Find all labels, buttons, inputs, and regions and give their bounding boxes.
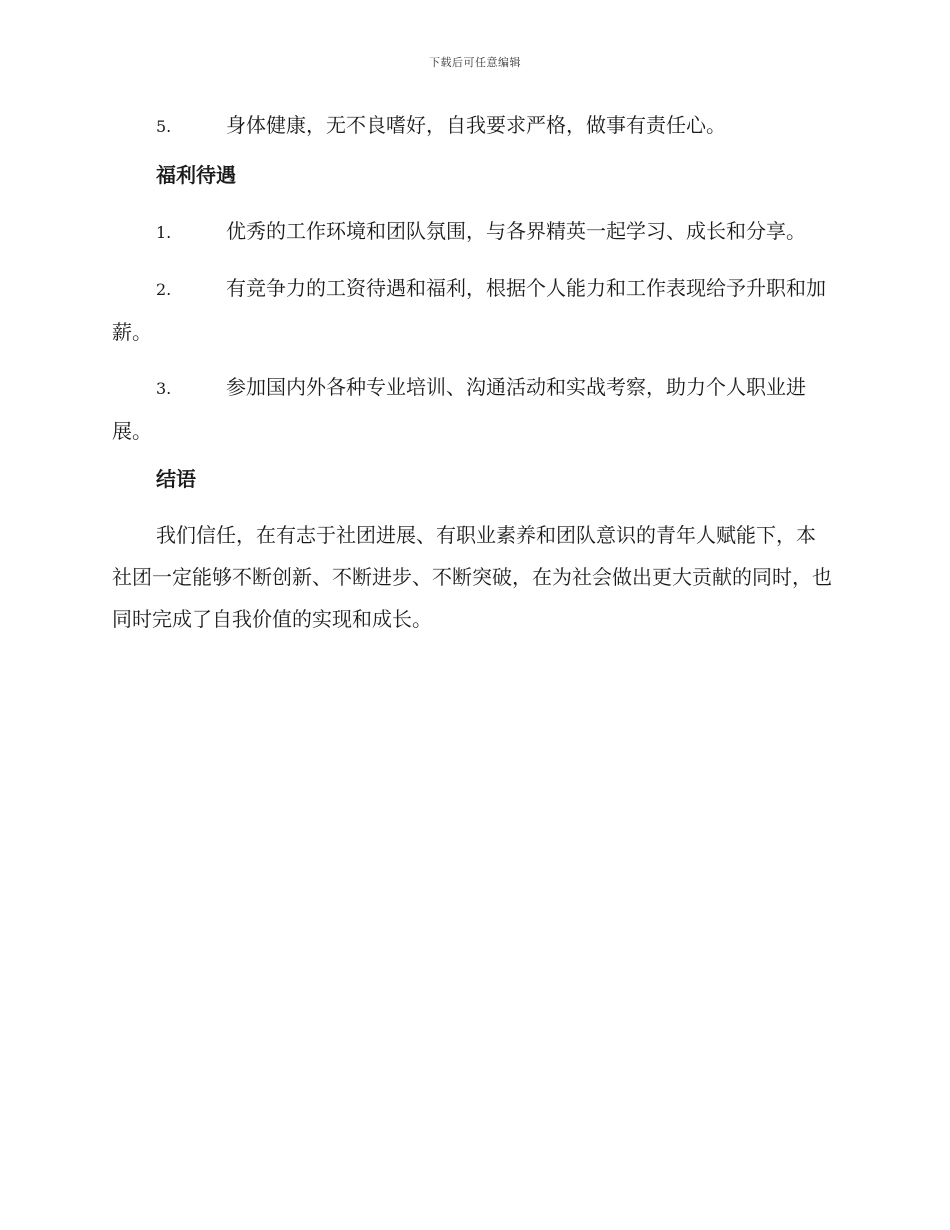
requirement-item-5 (112, 104, 834, 148)
item-number: 5. (156, 117, 172, 136)
item-number: 1. (156, 223, 172, 242)
item-text: 参加国内外各种专业培训、沟通活动和实战考察，助力个人职业进展。 (112, 375, 806, 443)
item-text: 身体健康，无不良嗜好，自我要求严格，做事有责任心。 (226, 113, 726, 137)
item-text: 有竞争力的工资待遇和福利，根据个人能力和工作表现给予升职和加薪。 (112, 276, 826, 344)
item-number: 2. (156, 280, 172, 299)
benefit-item-2 (112, 267, 834, 353)
header-note: 下载后可任意编辑 (429, 56, 521, 69)
item-text: 优秀的工作环境和团队氛围，与各界精英一起学习、成长和分享。 (226, 219, 806, 243)
item-number: 3. (156, 379, 172, 398)
benefit-item-3 (112, 366, 834, 452)
section-heading-benefits: 福利待遇 (156, 163, 236, 187)
benefit-item-1 (112, 210, 834, 254)
section-heading-conclusion: 结语 (156, 467, 196, 491)
document-content (112, 104, 834, 640)
conclusion-paragraph: 我们信任，在有志于社团进展、有职业素养和团队意识的青年人赋能下，本社团一定能够不断创新、不断进步、不断突破，在为社会做出更大贡献的同时，也同时完成了自我价值的实现和成长。 (112, 523, 832, 631)
